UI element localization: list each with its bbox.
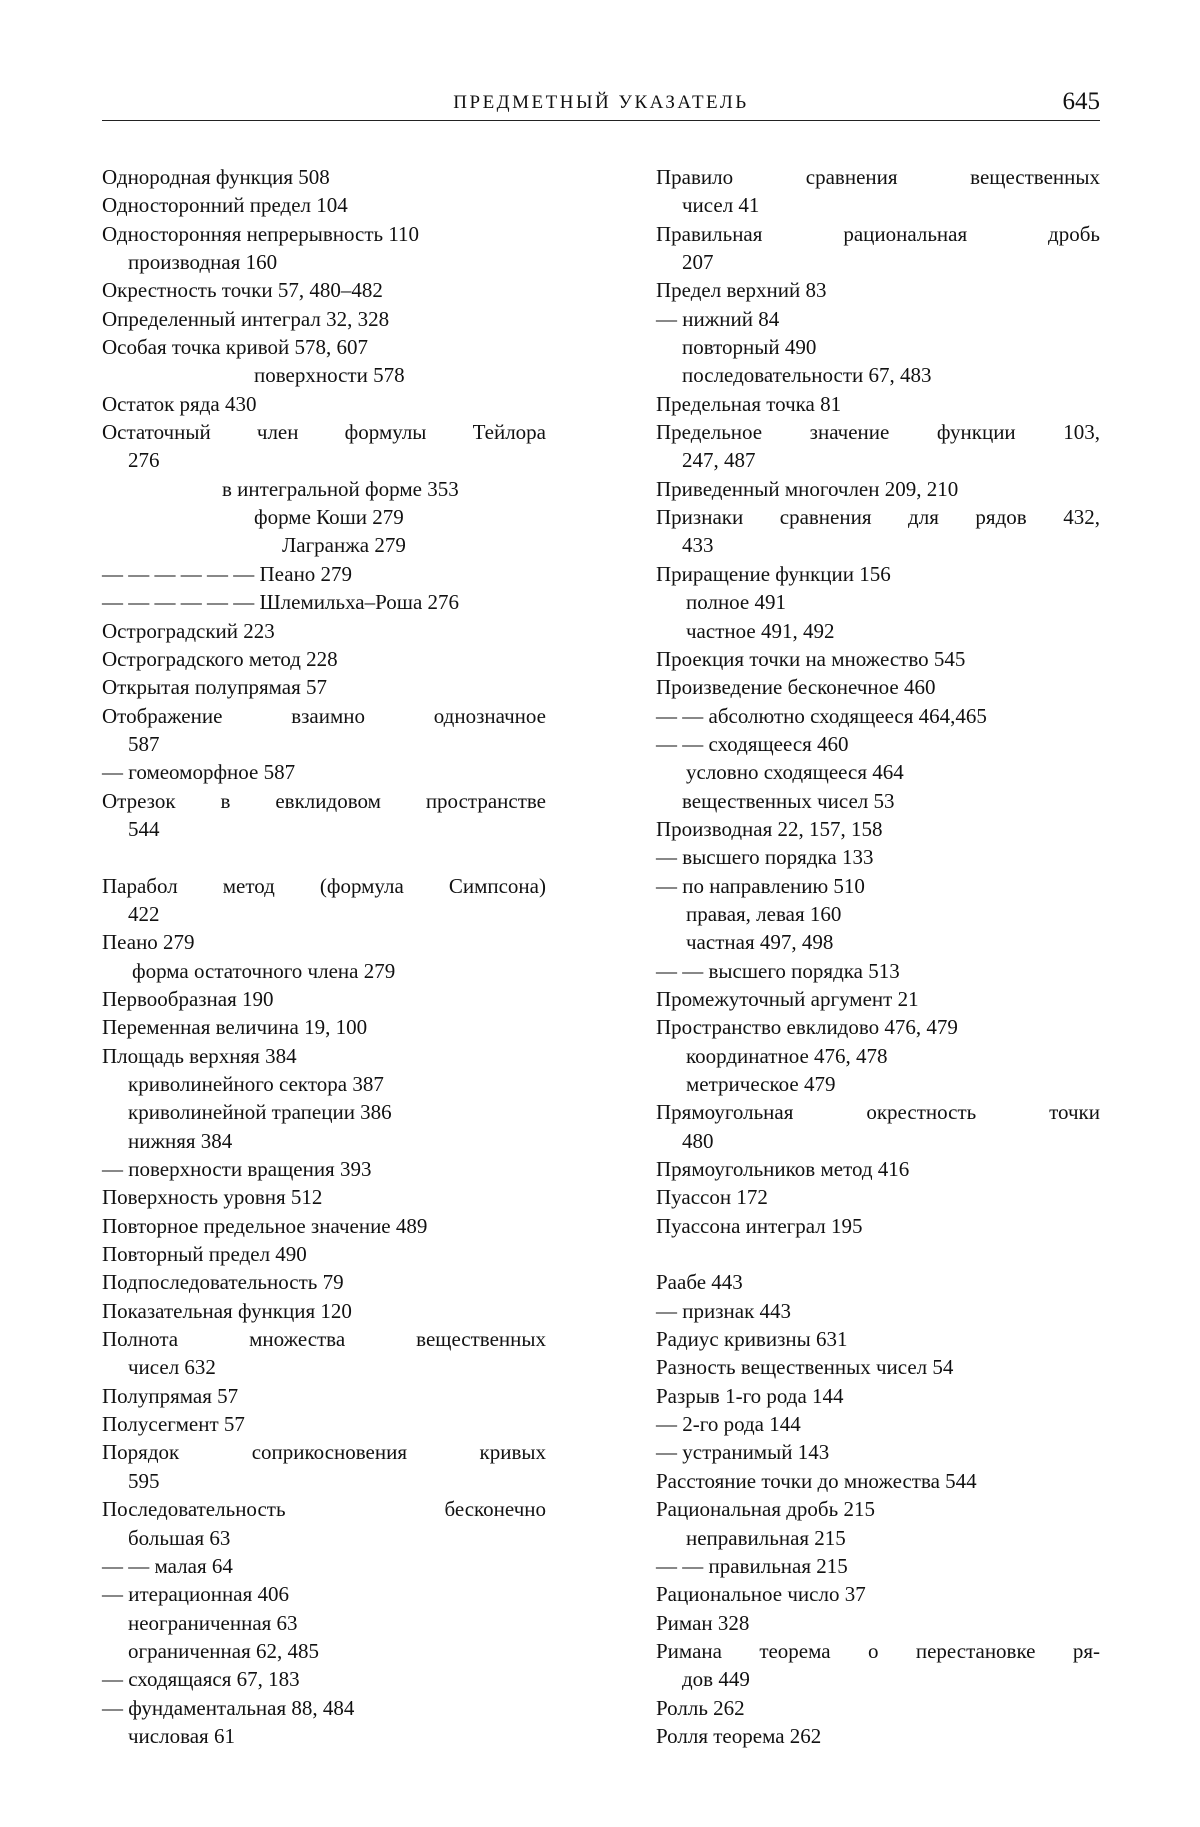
index-column-right: [656, 163, 1100, 1750]
index-entry: Остроградский 223: [102, 618, 275, 643]
index-entry: дов 449: [682, 1667, 750, 1692]
index-entry: — итерационная 406: [102, 1582, 289, 1607]
index-entry: Остаточный член формулы Тейлора: [102, 420, 546, 445]
index-entry: Произведение бесконечное 460: [656, 675, 936, 700]
index-entry: Полусегмент 57: [102, 1412, 245, 1437]
index-entry: Ролля теорема 262: [656, 1723, 822, 1748]
index-entry: Определенный интеграл 32, 328: [102, 306, 390, 331]
index-entry: 595: [128, 1468, 160, 1493]
index-entry: — — малая 64: [102, 1553, 233, 1578]
index-entry: Раабе 443: [656, 1270, 743, 1295]
index-entry: Римана теорема о перестановке ря-: [656, 1638, 1100, 1663]
index-entry: — высшего порядка 133: [656, 845, 874, 870]
page-number: 645: [1062, 88, 1100, 115]
index-entry: Повторный предел 490: [102, 1242, 307, 1267]
index-entry: нижняя 384: [128, 1128, 233, 1153]
index-entry: Парабол метод (формула Симпсона): [102, 873, 546, 898]
index-entry: Производная 22, 157, 158: [656, 816, 883, 841]
index-entry: — 2-го рода 144: [656, 1412, 801, 1437]
index-entry: — признак 443: [656, 1298, 792, 1323]
index-entry: частное 491, 492: [686, 618, 835, 643]
index-entry: 587: [128, 731, 160, 756]
index-entry: производная 160: [128, 250, 278, 275]
index-entry: Рациональное число 37: [656, 1582, 866, 1607]
index-entry: условно сходящееся 464: [686, 760, 904, 785]
index-entry: — устранимый 143: [656, 1440, 830, 1465]
index-entry: Переменная величина 19, 100: [102, 1015, 368, 1040]
index-entry: 433: [682, 533, 714, 558]
index-entry: Приведенный многочлен 209, 210: [656, 476, 959, 501]
index-entry: — — — — — — Шлемильха–Роша 276: [102, 590, 460, 615]
index-entry: Окрестность точки 57, 480–482: [102, 278, 383, 303]
index-entry: Поверхность уровня 512: [102, 1185, 323, 1210]
index-entry: чисел 41: [682, 193, 760, 218]
index-entry: большая 63: [128, 1525, 231, 1550]
index-entry: 276: [128, 448, 160, 473]
index-entry: 207: [682, 250, 714, 275]
index-entry: последовательности 67, 483: [682, 363, 932, 388]
index-entry: форме Коши 279: [254, 505, 404, 530]
index-entry: Промежуточный аргумент 21: [656, 986, 919, 1011]
index-entry: Лагранжа 279: [282, 533, 406, 558]
index-entry: — по направлению 510: [656, 873, 865, 898]
index-entry: Отображение взаимно однозначное: [102, 703, 546, 728]
index-entry: Ролль 262: [656, 1695, 745, 1720]
page-header: [102, 90, 1100, 120]
index-entry: — гомеоморфное 587: [102, 760, 296, 785]
index-entry: Правило сравнения вещественных: [656, 165, 1100, 189]
index-entry: Прямоугольная окрестность точки: [656, 1100, 1100, 1125]
index-entry: Однородная функция 508: [102, 165, 330, 189]
index-entry: Площадь верхняя 384: [102, 1043, 297, 1068]
index-entry: метрическое 479: [686, 1072, 836, 1096]
index-entry: Односторонняя непрерывность 110: [102, 221, 420, 246]
index-entry: Первообразная 190: [102, 986, 274, 1011]
index-entry: Отрезок в евклидовом пространстве: [102, 788, 546, 813]
index-entry: Разность вещественных чисел 54: [656, 1355, 954, 1380]
index-entry: полное 491: [686, 590, 787, 615]
index-entry: неправильная 215: [686, 1525, 846, 1550]
index-entry: координатное 476, 478: [686, 1043, 888, 1068]
index-entry: частная 497, 498: [686, 930, 834, 955]
index-entry: криволинейной трапеции 386: [128, 1100, 392, 1125]
index-entry: — — правильная 215: [656, 1553, 848, 1578]
index-entry: поверхности 578: [254, 363, 405, 388]
index-entry: Остроградского метод 228: [102, 646, 338, 671]
index-entry: Односторонний предел 104: [102, 193, 348, 218]
index-entry: — нижний 84: [656, 306, 780, 331]
index-entry: Радиус кривизны 631: [656, 1327, 848, 1352]
index-entry: чисел 632: [128, 1355, 216, 1380]
index-entry: форма остаточного члена 279: [132, 958, 396, 983]
index-entry: Проекция точки на множество 545: [656, 646, 966, 671]
index-entry: — сходящаяся 67, 183: [102, 1667, 300, 1692]
index-entry: — — — — — — Пеано 279: [102, 561, 353, 586]
index-entry: Пуассон 172: [656, 1185, 768, 1210]
index-entry: 544: [128, 816, 160, 841]
index-entry: — поверхности вращения 393: [102, 1157, 372, 1182]
index-entry: Пеано 279: [102, 930, 195, 955]
index-entry: Пространство евклидово 476, 479: [656, 1015, 958, 1040]
index-entry: криволинейного сектора 387: [128, 1072, 384, 1096]
index-entry: числовая 61: [128, 1723, 235, 1748]
index-entry: Показательная функция 120: [102, 1298, 352, 1323]
index-entry: 247, 487: [682, 448, 756, 473]
index-entry: Последовательность бесконечно: [102, 1497, 546, 1522]
index-entry: в интегральной форме 353: [222, 476, 459, 501]
index-entry: Предел верхний 83: [656, 278, 827, 303]
index-entry: Полнота множества вещественных: [102, 1327, 546, 1352]
index-entry: повторный 490: [682, 335, 817, 360]
index-entry: правая, левая 160: [686, 901, 842, 926]
index-entry: Открытая полупрямая 57: [102, 675, 328, 700]
index-entry: Подпоследовательность 79: [102, 1270, 344, 1295]
index-entry: Рациональная дробь 215: [656, 1497, 875, 1522]
index-entry: — фундаментальная 88, 484: [102, 1695, 355, 1720]
index-entry: — — абсолютно сходящееся 464,465: [656, 703, 987, 728]
index-column-left: [102, 163, 546, 1750]
index-entry: — — сходящееся 460: [656, 731, 849, 756]
index-entry: Расстояние точки до множества 544: [656, 1468, 977, 1493]
index-entry: Порядок соприкосновения кривых: [102, 1440, 546, 1465]
header-rule: [102, 120, 1100, 121]
index-entry: Остаток ряда 430: [102, 391, 257, 416]
index-entry: Полупрямая 57: [102, 1383, 239, 1408]
section-gap: [656, 1240, 1100, 1268]
index-entry: 480: [682, 1128, 714, 1153]
index-entry: Риман 328: [656, 1610, 750, 1635]
index-entry: Приращение функции 156: [656, 561, 891, 586]
section-gap: [102, 843, 546, 871]
index-entry: вещественных чисел 53: [682, 788, 895, 813]
index-entry: Предельная точка 81: [656, 391, 842, 416]
index-entry: Пуассона интеграл 195: [656, 1213, 863, 1238]
running-title: ПРЕДМЕТНЫЙ УКАЗАТЕЛЬ: [453, 92, 749, 113]
index-entry: Предельное значение функции 103,: [656, 420, 1100, 445]
index-entry: Разрыв 1-го рода 144: [656, 1383, 844, 1408]
index-entry: Прямоугольников метод 416: [656, 1157, 910, 1182]
index-entry: Правильная рациональная дробь: [656, 221, 1100, 246]
index-entry: Признаки сравнения для рядов 432,: [656, 505, 1100, 530]
index-entry: — — высшего порядка 513: [656, 958, 900, 983]
index-entry: Особая точка кривой 578, 607: [102, 335, 368, 360]
index-entry: ограниченная 62, 485: [128, 1638, 319, 1663]
index-entry: 422: [128, 901, 160, 926]
index-entry: Повторное предельное значение 489: [102, 1213, 428, 1238]
index-entry: неограниченная 63: [128, 1610, 298, 1635]
